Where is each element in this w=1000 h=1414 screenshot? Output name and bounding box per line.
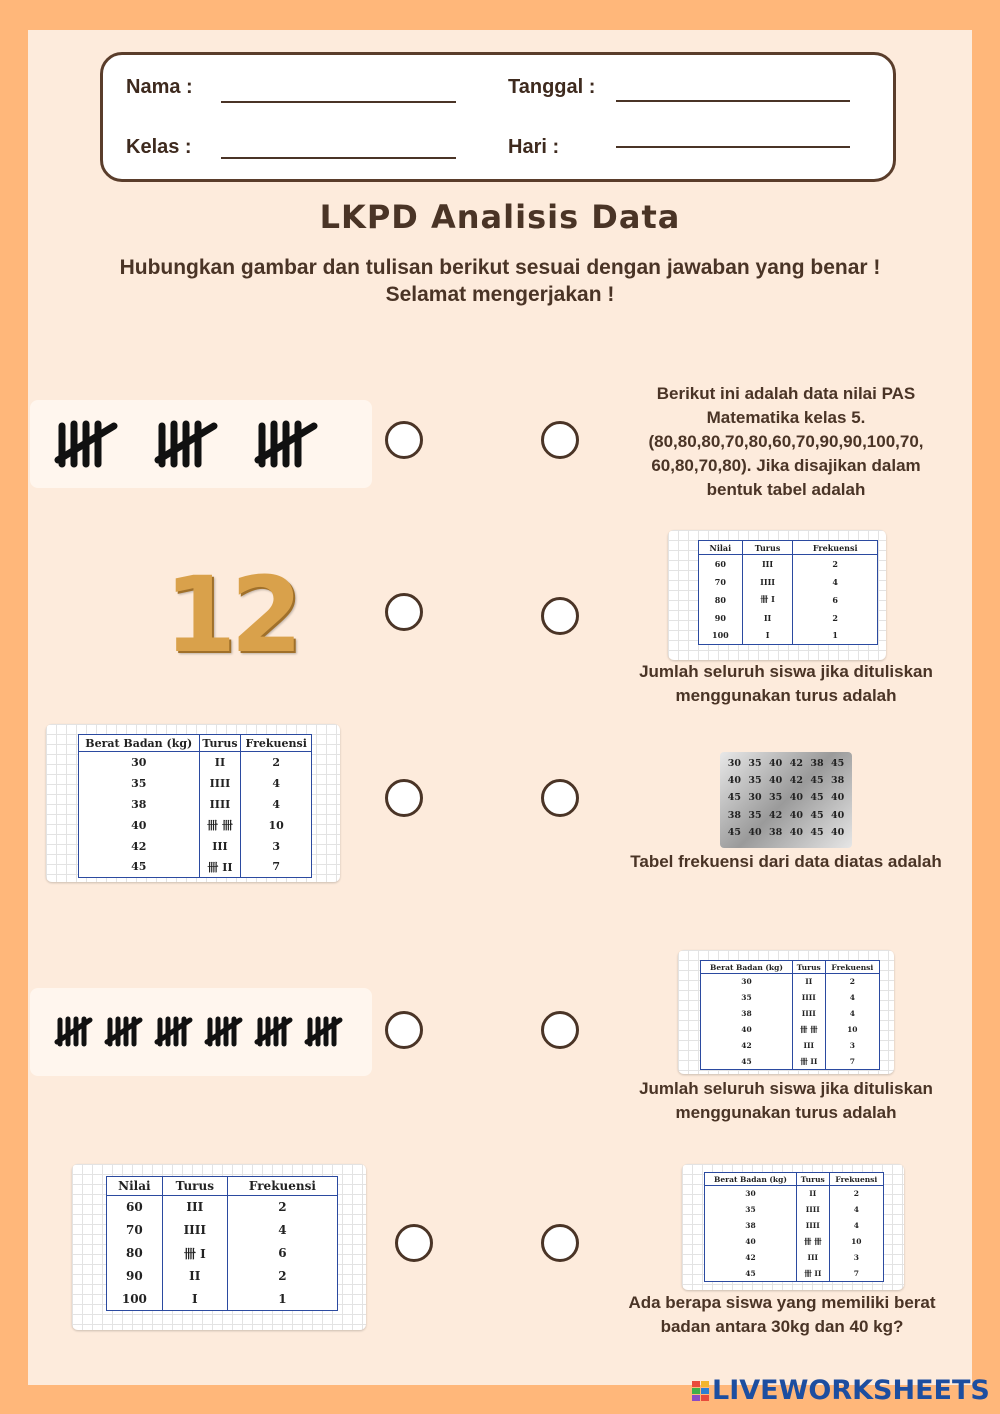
day-label: Hari : [508,136,560,158]
table-cell: 45 [79,857,200,878]
match-dot-right-1[interactable] [541,421,579,459]
class-label: Kelas : [126,136,192,158]
weight-table-card [46,724,340,882]
table-cell: 6 [832,594,838,605]
grid-number: 45 [810,775,824,787]
grid-number: 42 [769,809,783,821]
table-header: Berat Badan (kg) [79,735,200,752]
question-1-line: bentuk tabel adalah [706,480,866,499]
tally-card-30 [30,988,372,1076]
table-cell: IIII [792,990,825,1006]
name-field[interactable] [221,101,456,103]
table-cell: 42 [79,836,200,857]
table-cell: 卌 卌 [796,1234,829,1250]
match-dot-right-2[interactable] [541,597,579,635]
name-label: Nama : [126,76,193,98]
table-cell: 卌 II [796,1266,829,1282]
table-header: Frekuensi [227,1177,337,1196]
grid-number: 40 [727,775,741,787]
question-2-line: menggunakan turus adalah [675,686,897,705]
table-cell: 1 [832,630,838,641]
table-cell: III [742,555,793,573]
table-cell: 2 [278,1200,287,1215]
table-cell: 45 [705,1266,797,1282]
weight-table-card-small-2 [682,1164,904,1290]
grid-number: 40 [748,826,762,838]
table-cell: 4 [853,1221,859,1230]
score-frequency-table [106,1176,338,1311]
page-title: LKPD Analisis Data [319,198,681,236]
table-header: Turus [199,735,241,752]
table-cell: 卌 II [792,1054,825,1070]
table-cell: 80 [107,1242,163,1265]
table-cell: 7 [853,1268,859,1278]
question-4-line: menggunakan turus adalah [675,1103,897,1122]
table-cell: 4 [272,776,281,790]
table-cell: 70 [107,1219,163,1242]
grid-number: 35 [748,758,762,769]
grid-number: 42 [789,775,803,787]
table-cell: IIII [162,1219,227,1242]
raw-data-number-grid [720,752,852,848]
liveworksheets-logo [692,1375,990,1405]
table-cell: IIII [796,1202,829,1218]
table-header: Berat Badan (kg) [705,1173,797,1186]
table-cell: 4 [849,993,855,1002]
instruction-line-1: Hubungkan gambar dan tulisan berikut sesuai dengan jawaban yang benar ! [119,256,881,279]
grid-number: 45 [831,758,845,769]
table-cell: 3 [849,1041,855,1050]
weight-frequency-table-small-1 [700,960,880,1070]
match-dot-right-3[interactable] [541,779,579,817]
table-header: Nilai [107,1177,163,1196]
table-header: Turus [742,541,793,555]
table-cell: IIII [199,794,241,815]
table-header: Nilai [699,541,743,555]
table-cell: 2 [832,558,838,569]
table-cell: I [162,1288,227,1311]
grid-number: 35 [748,775,762,787]
weight-frequency-table-small-2 [704,1172,884,1282]
table-header: Frekuensi [829,1173,883,1186]
table-cell: 卌 II [199,857,241,878]
score-table-card-small [668,530,886,660]
grid-number: 40 [769,775,783,787]
table-cell: 38 [79,794,200,815]
grid-number: 45 [810,792,824,804]
table-cell: 4 [832,576,838,587]
table-cell: 2 [849,977,855,987]
table-cell: 100 [107,1288,163,1311]
table-cell: 6 [278,1246,287,1260]
table-cell: 60 [699,555,743,573]
grid-number: 40 [831,809,845,821]
table-header: Frekuensi [241,735,312,752]
table-cell: 90 [107,1265,163,1288]
table-cell: 38 [701,1006,793,1022]
table-cell: 30 [705,1186,797,1202]
tally-marks-30 [54,1014,374,1050]
table-header: Frekuensi [825,961,879,974]
tally-card-15 [30,400,372,488]
weight-frequency-table [78,734,312,878]
tally-marks-15 [54,418,354,470]
table-cell: 1 [278,1291,287,1306]
grid-number: 35 [748,809,762,821]
grid-number: 40 [789,792,803,804]
grid-number: 40 [789,826,803,838]
table-cell: II [162,1265,227,1288]
match-dot-right-5[interactable] [541,1224,579,1262]
grid-number: 45 [727,826,741,838]
table-cell: 3 [272,839,281,853]
table-cell: 100 [699,627,743,645]
table-cell: 卌 卌 [199,815,241,836]
table-cell: 7 [849,1056,855,1066]
table-cell: 42 [701,1038,793,1054]
brand-text: LIVEWORKSHEETS [712,1375,990,1406]
question-4-line: Jumlah seluruh siswa jika dituliskan [639,1079,933,1098]
table-cell: 10 [851,1237,862,1246]
question-1-line: 60,80,70,80). Jika disajikan dalam [651,456,921,475]
table-header: Turus [162,1177,227,1196]
table-header: Turus [792,961,825,974]
grid-number: 38 [769,826,783,838]
day-field[interactable] [616,146,850,148]
grid-number: 38 [810,758,824,769]
match-dot-left-4[interactable] [385,1011,423,1049]
table-cell: 卌 I [162,1242,227,1265]
table-cell: 2 [272,755,281,769]
table-header: Turus [796,1173,829,1186]
question-2-line: Jumlah seluruh siswa jika dituliskan [639,662,933,681]
table-cell: 40 [705,1234,797,1250]
score-frequency-table-small [698,540,878,645]
grid-number: 40 [769,758,783,769]
question-5-text [612,1291,952,1339]
table-cell: 38 [705,1218,797,1234]
table-cell: I [742,627,793,645]
table-cell: IIII [742,573,793,591]
grid-number: 30 [748,792,762,804]
grid-number: 30 [727,758,741,769]
table-header: Berat Badan (kg) [701,961,793,974]
table-cell: 90 [699,609,743,627]
table-cell: IIII [199,773,241,794]
table-cell: 30 [701,974,793,990]
score-table-card [72,1164,366,1330]
question-4-text [616,1077,956,1125]
table-cell: IIII [796,1218,829,1234]
table-cell: II [796,1186,829,1202]
table-cell: IIII [792,1006,825,1022]
match-dot-left-5[interactable] [395,1224,433,1262]
table-cell: 35 [79,773,200,794]
table-cell: 卌 卌 [792,1022,825,1038]
table-cell: 30 [79,752,200,773]
question-1-text [616,382,956,502]
grid-number: 45 [810,826,824,838]
table-cell: 2 [832,612,838,623]
table-cell: 80 [699,591,743,609]
table-cell: 10 [847,1025,858,1034]
table-cell: 40 [701,1022,793,1038]
number-12-image: 12 [164,554,297,676]
grid-number: 40 [831,792,845,804]
question-1-line: (80,80,80,70,80,60,70,90,90,100,70, [648,432,924,451]
table-cell: III [199,836,241,857]
table-cell: 70 [699,573,743,591]
question-5-line: badan antara 30kg dan 40 kg? [660,1317,904,1336]
liveworksheets-icon [692,1381,710,1403]
table-cell: 7 [272,860,281,874]
match-dot-right-4[interactable] [541,1011,579,1049]
table-cell: 4 [853,1205,859,1214]
question-1-line: Berikut ini adalah data nilai PAS [656,384,916,403]
grid-number: 38 [831,775,845,787]
question-1-line: Matematika kelas 5. [706,408,866,427]
grid-number: 45 [727,792,741,804]
grid-number: 45 [810,809,824,821]
instruction-line-2: Selamat mengerjakan ! [385,283,615,306]
table-cell: 4 [272,797,281,811]
student-info-box [100,52,896,182]
match-dot-left-2[interactable] [385,593,423,631]
grid-number: 42 [789,758,803,769]
question-3-text: Tabel frekuensi dari data diatas adalah [630,852,942,871]
match-dot-left-1[interactable] [385,421,423,459]
question-2-text [616,660,956,708]
table-cell: III [792,1038,825,1054]
table-cell: III [796,1250,829,1266]
table-cell: 60 [107,1196,163,1219]
date-label: Tanggal : [508,76,596,98]
date-field[interactable] [616,100,850,102]
table-cell: 卌 I [742,591,793,609]
grid-number: 40 [789,809,803,821]
table-cell: 2 [278,1269,287,1283]
table-cell: 35 [705,1202,797,1218]
table-cell: II [742,609,793,627]
grid-number: 40 [831,826,845,838]
class-field[interactable] [221,157,456,159]
question-5-line: Ada berapa siswa yang memiliki berat [628,1293,936,1312]
match-dot-left-3[interactable] [385,779,423,817]
table-cell: 42 [705,1250,797,1266]
table-cell: 40 [79,815,200,836]
table-cell: 3 [853,1253,859,1262]
table-cell: 10 [268,818,284,832]
table-cell: III [162,1196,227,1219]
table-cell: 35 [701,990,793,1006]
grid-number: 38 [727,809,741,821]
table-header: Frekuensi [793,541,878,555]
table-cell: 4 [849,1009,855,1018]
table-cell: II [792,974,825,990]
table-cell: 2 [853,1189,859,1199]
weight-table-card-small-1 [678,950,894,1074]
grid-number: 35 [769,792,783,804]
table-cell: 4 [278,1223,287,1237]
table-cell: 45 [701,1054,793,1070]
table-cell: II [199,752,241,773]
